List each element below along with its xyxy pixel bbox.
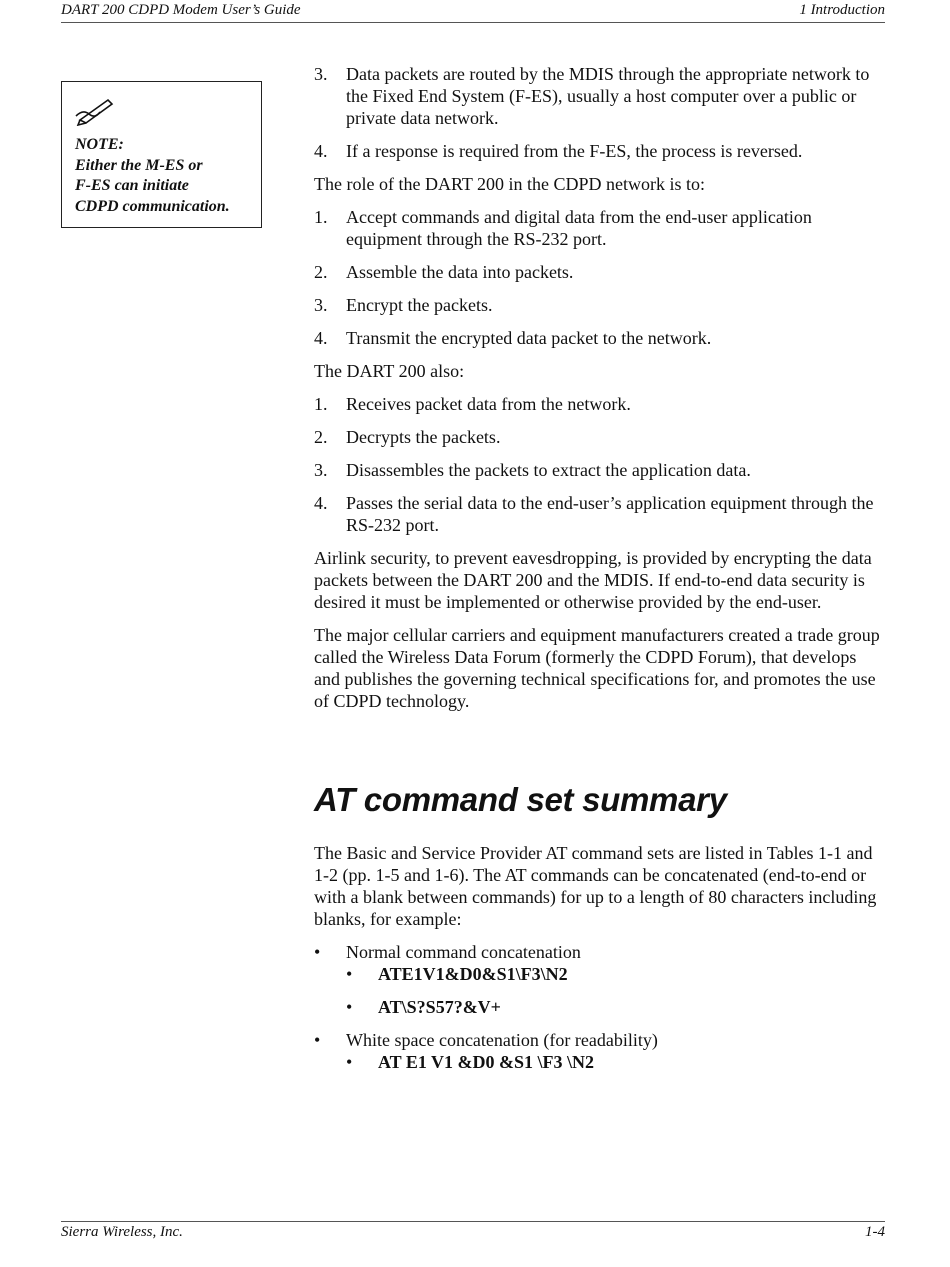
- note-text: [75, 135, 260, 217]
- bullet-dot: •: [346, 1052, 353, 1072]
- list-number: 2.: [314, 427, 328, 447]
- bullet-dot: •: [314, 942, 321, 962]
- main-content: [314, 63, 880, 1073]
- page-footer: [61, 1221, 885, 1244]
- list-item: [314, 261, 880, 283]
- command-example: AT E1 V1 &D0 &S1 \F3 \N2: [378, 1052, 595, 1072]
- bullet-text: Normal command concatenation: [346, 942, 581, 962]
- list-text: Data packets are routed by the MDIS through the appropriate network to the Fixed End System (F-ES), usually a host computer over a public or private data network.: [346, 64, 870, 128]
- paragraph-at: The Basic and Service Provider AT command sets are listed in Tables 1-1 and 1-2 (pp. 1-5 and 1-6). The AT commands can be concatenated (end-to-end or with a blank between commands) for up to a length of 80 characters including blanks, for example:: [314, 843, 877, 929]
- note-line: NOTE:: [75, 136, 124, 153]
- page-header: [61, 2, 885, 23]
- bullet-item: [314, 1029, 880, 1051]
- list-item: [314, 206, 880, 250]
- list-text: Transmit the encrypted data packet to the network.: [346, 328, 712, 348]
- list-text: If a response is required from the F-ES, the process is reversed.: [346, 141, 803, 161]
- footer-page-number: 1-4: [865, 1224, 885, 1240]
- list-item: [314, 492, 880, 536]
- list-item: [314, 426, 880, 448]
- list-number: 3.: [314, 64, 328, 84]
- list-item: [314, 63, 880, 129]
- command-example: AT\S?S57?&V+: [378, 997, 501, 1017]
- paragraph-airlink: Airlink security, to prevent eavesdropping, is provided by encrypting the data packets between the DART 200 and the MDIS. If end-to-end data security is desired it must be implemented or otherwise provided by the end-user.: [314, 548, 872, 612]
- bullet-text: White space concatenation (for readability): [346, 1030, 658, 1050]
- command-example: ATE1V1&D0&S1\F3\N2: [378, 964, 568, 984]
- list-item: [314, 294, 880, 316]
- list-item: [314, 459, 880, 481]
- list-number: 1.: [314, 394, 328, 414]
- note-line: F-ES can initiate: [75, 177, 189, 194]
- paragraph-also: The DART 200 also:: [314, 361, 465, 381]
- note-box: [61, 81, 262, 228]
- list-number: 4.: [314, 328, 328, 348]
- note-line: CDPD communication.: [75, 197, 230, 215]
- list-item: [314, 140, 880, 162]
- list-text: Encrypt the packets.: [346, 295, 493, 315]
- paragraph-forum: The major cellular carriers and equipment manufacturers created a trade group called the Wireless Data Forum (formerly the CDPD Forum), that develops and publishes the governing technical specifications for, and promotes the use of CDPD technology.: [314, 625, 880, 711]
- list-text: Assemble the data into packets.: [346, 262, 574, 282]
- pen-note-icon: [74, 96, 116, 126]
- list-number: 4.: [314, 493, 328, 513]
- list-text: Passes the serial data to the end-user’s application equipment through the RS-232 port.: [346, 493, 874, 535]
- bullet-dot: •: [314, 1030, 321, 1050]
- footer-company: Sierra Wireless, Inc.: [61, 1224, 183, 1240]
- bullet-dot: •: [346, 997, 353, 1017]
- paragraph-role: The role of the DART 200 in the CDPD network is to:: [314, 174, 706, 194]
- sub-bullet-item: [314, 996, 880, 1018]
- list-item: [314, 327, 880, 349]
- list-text: Accept commands and digital data from the end-user application equipment through the RS-232 port.: [346, 207, 812, 249]
- sub-bullet-item: [314, 1051, 880, 1073]
- bullet-item: [314, 941, 880, 963]
- list-number: 2.: [314, 262, 328, 282]
- header-document-title: DART 200 CDPD Modem User’s Guide: [61, 2, 301, 18]
- list-number: 4.: [314, 141, 328, 161]
- list-item: [314, 393, 880, 415]
- bullet-dot: •: [346, 964, 353, 984]
- header-chapter-title: 1 Introduction: [799, 2, 885, 18]
- list-number: 1.: [314, 207, 328, 227]
- list-text: Receives packet data from the network.: [346, 394, 631, 414]
- list-text: Disassembles the packets to extract the application data.: [346, 460, 751, 480]
- section-heading: AT command set summary: [314, 781, 727, 818]
- sub-bullet-item: [314, 963, 880, 985]
- note-line: Either the M-ES or: [75, 156, 203, 174]
- list-number: 3.: [314, 460, 328, 480]
- list-text: Decrypts the packets.: [346, 427, 501, 447]
- list-number: 3.: [314, 295, 328, 315]
